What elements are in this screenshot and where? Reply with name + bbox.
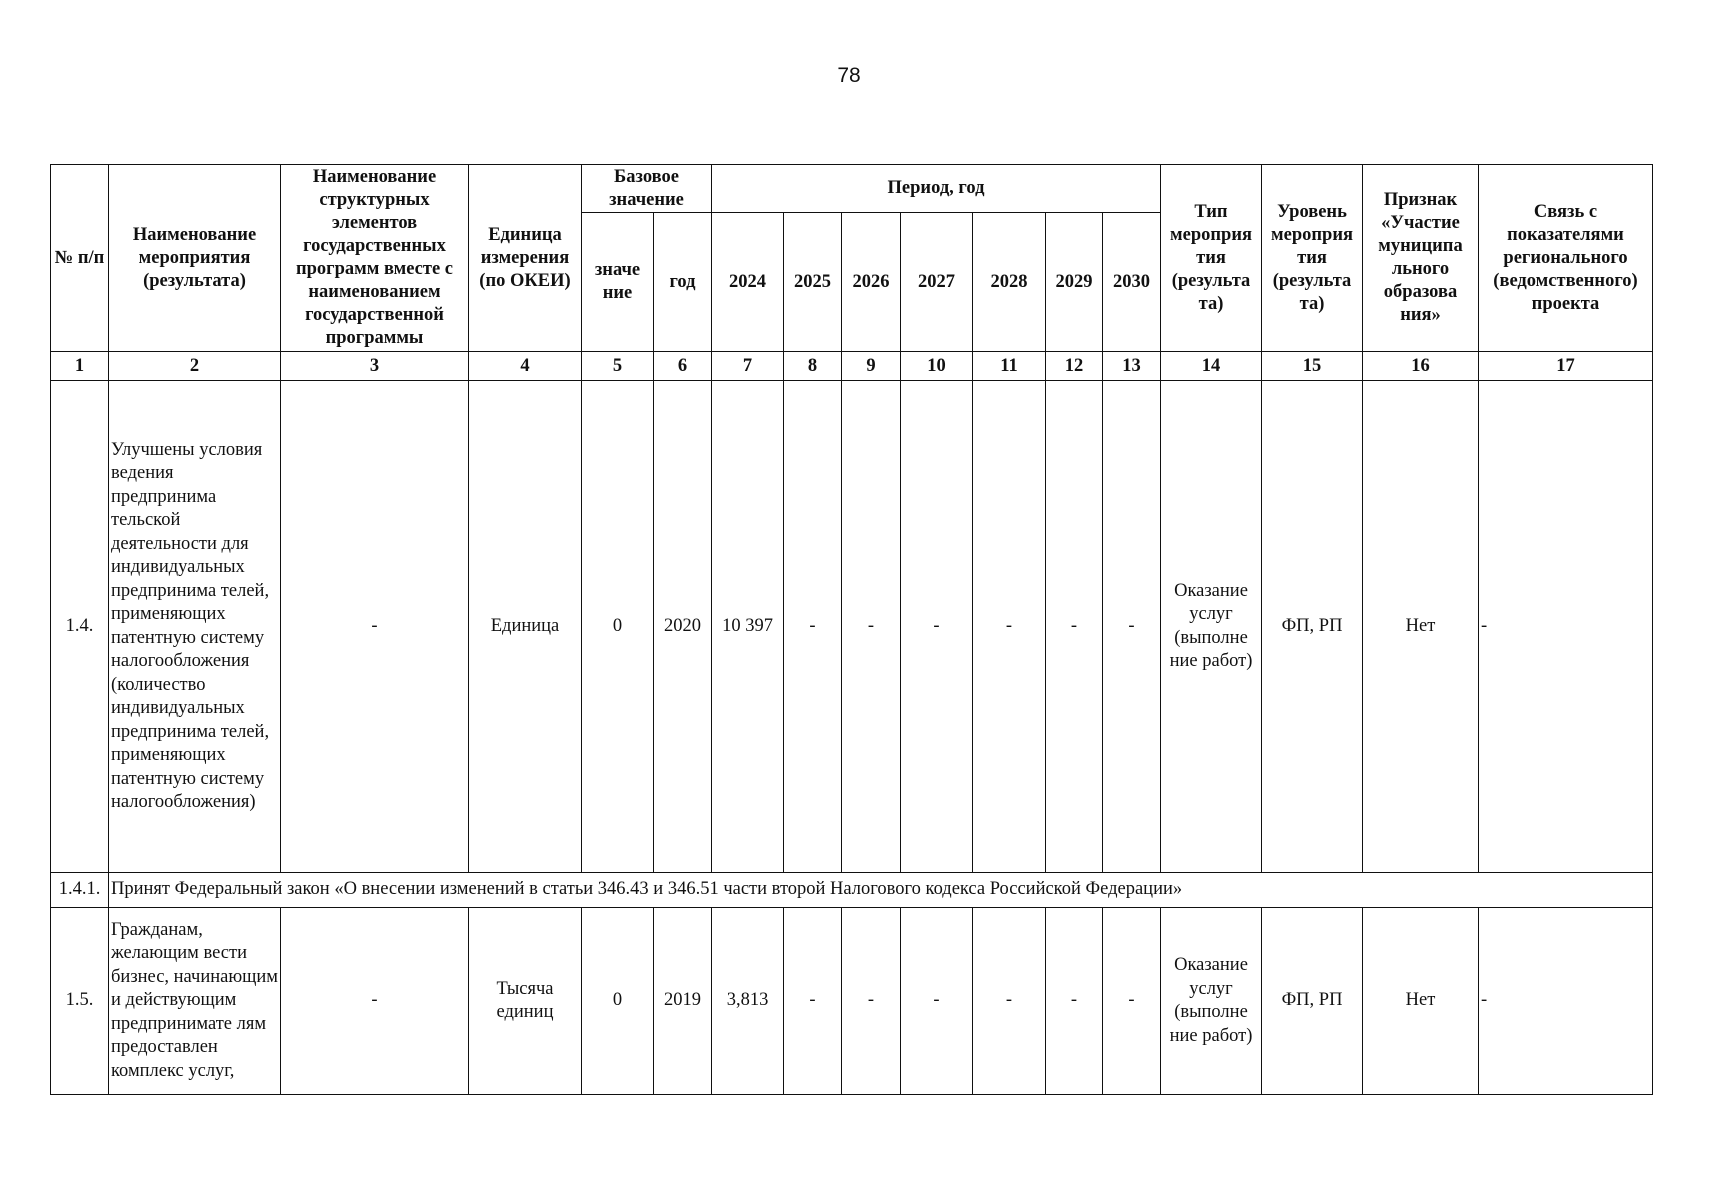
header-year: 2026 [842, 213, 901, 352]
row-value-2024: 3,813 [712, 908, 784, 1095]
header-year: 2024 [712, 213, 784, 352]
column-number: 15 [1262, 352, 1363, 381]
row-value-2028: - [973, 908, 1046, 1095]
row-value-2029: - [1046, 908, 1103, 1095]
header-period: Период, год [712, 165, 1161, 213]
header-structural-elements: Наименование структурных элементов государственных программ вместе с наименованием государственной программы [281, 165, 469, 352]
row-level: ФП, РП [1262, 381, 1363, 873]
header-unit: Единица измерения (по ОКЕИ) [469, 165, 582, 352]
row-value-2025: - [784, 381, 842, 873]
header-type: Тип мероприя тия (результа та) [1161, 165, 1262, 352]
row-unit: Единица [469, 381, 582, 873]
column-number: 1 [51, 352, 109, 381]
column-number: 8 [784, 352, 842, 381]
header-year: 2028 [973, 213, 1046, 352]
column-number: 12 [1046, 352, 1103, 381]
table-row [51, 908, 1653, 1095]
header-num: № п/п [51, 165, 109, 352]
column-number: 7 [712, 352, 784, 381]
page-number: 78 [837, 64, 861, 87]
row-structural-elements: - [281, 908, 469, 1095]
header-year: 2030 [1103, 213, 1161, 352]
column-number: 17 [1479, 352, 1653, 381]
row-value-2026: - [842, 381, 901, 873]
column-number: 16 [1363, 352, 1479, 381]
row-value-2030: - [1103, 908, 1161, 1095]
column-number: 3 [281, 352, 469, 381]
header-base-value-value: значе ние [582, 213, 654, 352]
row-municipal-sign: Нет [1363, 381, 1479, 873]
header-year: 2027 [901, 213, 973, 352]
header-base-value-year: год [654, 213, 712, 352]
row-base-value: 0 [582, 381, 654, 873]
row-value-2024: 10 397 [712, 381, 784, 873]
row-value-2026: - [842, 908, 901, 1095]
column-number: 5 [582, 352, 654, 381]
header-municipal-sign: Признак «Участие муниципа льного образова ния» [1363, 165, 1479, 352]
row-num: 1.5. [51, 908, 109, 1095]
row-value-2027: - [901, 381, 973, 873]
column-number: 13 [1103, 352, 1161, 381]
header-link: Связь с показателями регионального (ведомственного) проекта [1479, 165, 1653, 352]
column-number: 9 [842, 352, 901, 381]
row-structural-elements: - [281, 381, 469, 873]
row-result-text: Принят Федеральный закон «О внесении изменений в статьи 346.43 и 346.51 части второй Налогового кодекса Российской Федерации» [109, 873, 1653, 908]
header-level: Уровень мероприя тия (результа та) [1262, 165, 1363, 352]
column-number: 11 [973, 352, 1046, 381]
header-year: 2025 [784, 213, 842, 352]
row-type: Оказание услуг (выполне ние работ) [1161, 381, 1262, 873]
row-num: 1.4. [51, 381, 109, 873]
row-measure-name: Гражданам, желающим вести бизнес, начинающим и действующим предпринимате лям предоставлен комплекс услуг, [109, 908, 281, 1095]
row-link: - [1479, 381, 1653, 873]
row-base-year: 2019 [654, 908, 712, 1095]
row-value-2028: - [973, 381, 1046, 873]
row-num: 1.4.1. [51, 873, 109, 908]
column-number: 4 [469, 352, 582, 381]
row-link: - [1479, 908, 1653, 1095]
header-measure-name: Наименование мероприятия (результата) [109, 165, 281, 352]
column-number: 2 [109, 352, 281, 381]
row-value-2030: - [1103, 381, 1161, 873]
row-base-year: 2020 [654, 381, 712, 873]
measures-table [50, 164, 1653, 1095]
row-measure-name: Улучшены условия ведения предпринима тельской деятельности для индивидуальных предпринима телей, применяющих патентную систему налогообложения (количество индивидуальных предпринима телей, применяющих патентную систему налогообложения) [109, 381, 281, 873]
header-base-value: Базовое значение [582, 165, 712, 213]
row-municipal-sign: Нет [1363, 908, 1479, 1095]
table-row [51, 381, 1653, 873]
column-number: 10 [901, 352, 973, 381]
row-type: Оказание услуг (выполне ние работ) [1161, 908, 1262, 1095]
column-number: 6 [654, 352, 712, 381]
column-number: 14 [1161, 352, 1262, 381]
header-year: 2029 [1046, 213, 1103, 352]
row-value-2029: - [1046, 381, 1103, 873]
row-level: ФП, РП [1262, 908, 1363, 1095]
row-unit: Тысяча единиц [469, 908, 582, 1095]
row-base-value: 0 [582, 908, 654, 1095]
table-row [51, 873, 1653, 908]
row-value-2025: - [784, 908, 842, 1095]
row-value-2027: - [901, 908, 973, 1095]
